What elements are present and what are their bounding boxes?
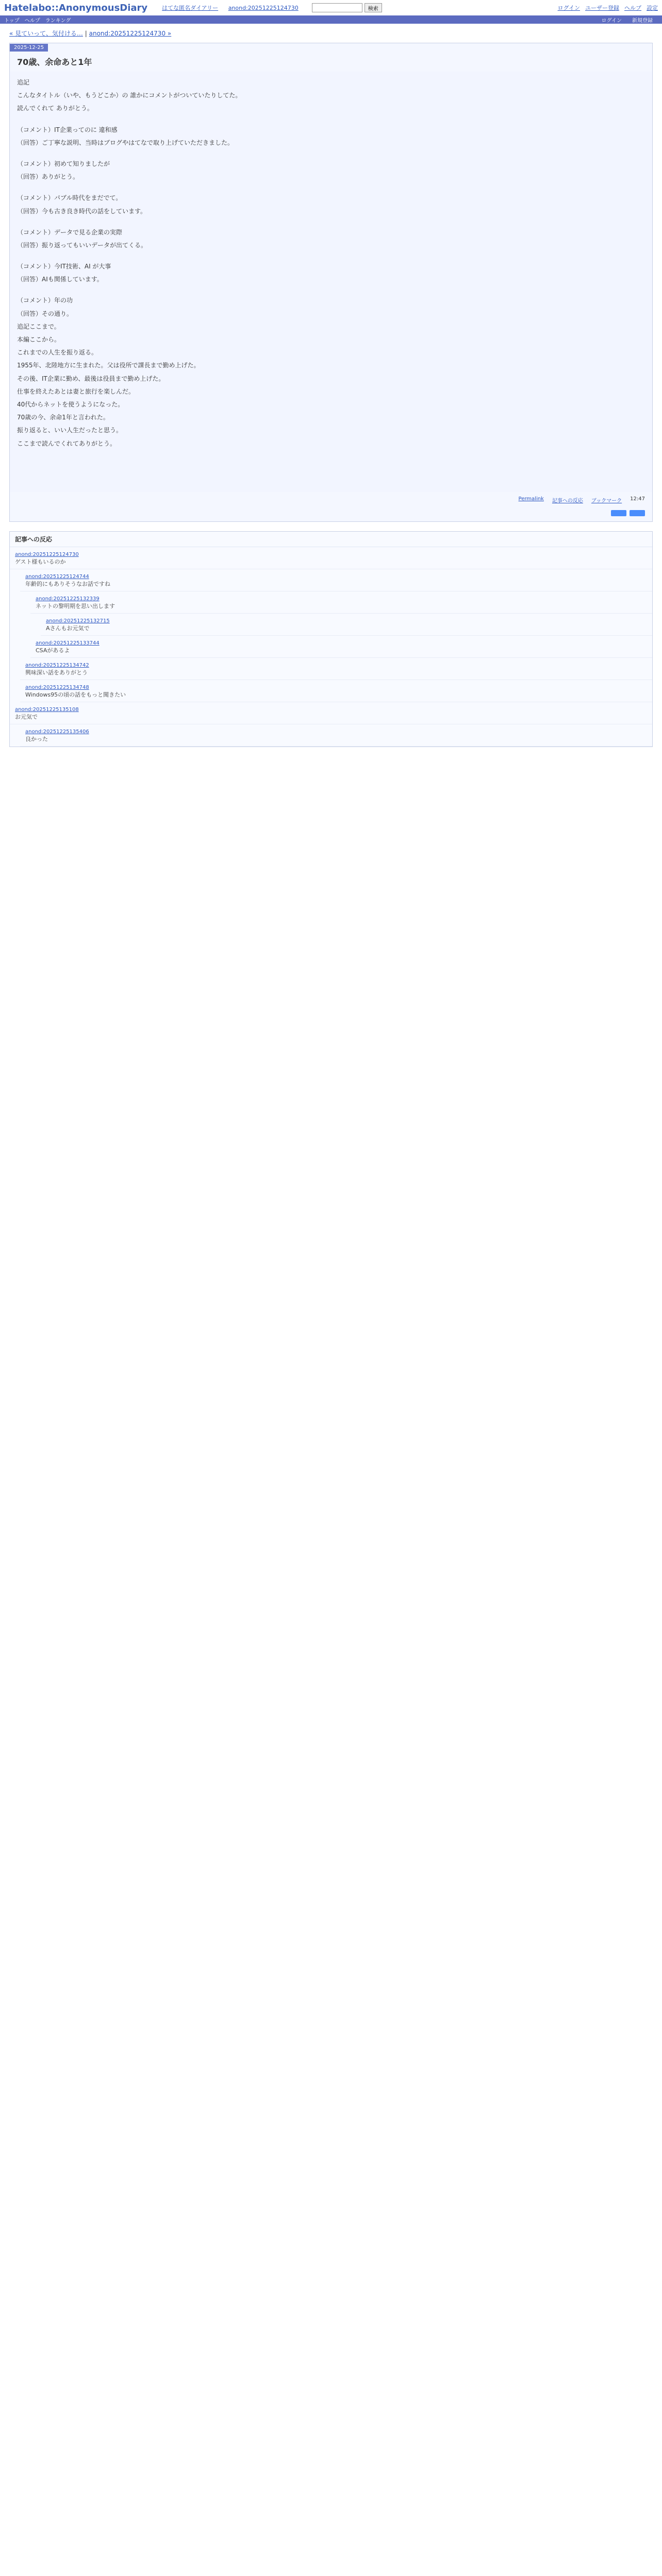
entry-paragraph: その後、IT企業に勤め、最後は役員まで勤め上げた。 xyxy=(17,375,165,382)
entry-footer xyxy=(10,492,652,508)
nav-right-link[interactable]: 新規登録 xyxy=(632,18,653,24)
entry-paragraph: 読んでくれて ありがとう。 xyxy=(17,105,93,112)
comment-list xyxy=(10,547,652,747)
comments-header: 記事への反応 xyxy=(10,532,652,547)
entry-paragraph: こんなタイトル（いや、もうどこか）の 誰かにコメントがついていたりしてた。 xyxy=(17,92,242,99)
entry-paragraph: （回答）今も古き良き時代の話をしています。 xyxy=(17,207,147,215)
entry-paragraph: 40代からネットを使うようになった。 xyxy=(17,400,124,408)
site-header xyxy=(0,0,662,15)
permalink-link[interactable]: Permalink xyxy=(518,496,544,502)
comment-item xyxy=(41,614,652,636)
comment-link[interactable]: anond:20251225124744 xyxy=(25,573,89,580)
entry-paragraph: （コメント）データで見る企業の実際 xyxy=(17,228,123,236)
comment-item xyxy=(10,547,652,569)
comment-item xyxy=(30,591,652,614)
nav-link[interactable]: トップ xyxy=(4,18,20,24)
entry-title: 70歳、余命あと1年 xyxy=(17,57,92,67)
search-button[interactable]: 検索 xyxy=(365,3,382,12)
entry-paragraph: （コメント）パブル時代をまだでて。 xyxy=(17,194,122,202)
comment-item xyxy=(20,569,652,591)
comment-text: 興味深い話をありがとう xyxy=(25,669,88,676)
prev-entry-link[interactable]: « 見ていって、気付ける… xyxy=(9,30,83,37)
entry-paragraph: （回答）AIも関係しています。 xyxy=(17,276,103,283)
share-button[interactable] xyxy=(630,510,645,516)
header-link[interactable]: 設定 xyxy=(647,5,658,11)
share-button[interactable] xyxy=(611,510,626,516)
comment-link[interactable]: anond:20251225124730 xyxy=(15,551,79,557)
header-link[interactable]: ヘルプ xyxy=(624,5,641,11)
nav-right xyxy=(602,16,658,24)
header-right xyxy=(558,4,658,12)
page-spacer xyxy=(0,747,662,788)
header-link[interactable]: ユーザー登録 xyxy=(585,5,619,11)
entry-paragraph: 70歳の今、余命1年と言われた。 xyxy=(17,414,109,421)
entry-content xyxy=(10,72,652,492)
comment-text: 年齢的にもありそうなお話ですね xyxy=(25,580,110,587)
comment-item xyxy=(30,636,652,658)
entry-paragraph: （回答）振り返ってもいいデータが出てくる。 xyxy=(17,241,147,249)
comment-text: Windows95の頃の話をもっと聞きたい xyxy=(25,691,126,698)
nav-right-link[interactable]: ログイン xyxy=(601,18,622,24)
comment-text: 良かった xyxy=(25,735,48,742)
comment-link[interactable]: anond:20251225132339 xyxy=(36,596,100,602)
entry-paragraph: （コメント）IT企業ってのに 違和感 xyxy=(17,126,118,133)
entry-paragraph: （コメント）初めて知りましたが xyxy=(17,160,110,167)
comment-item xyxy=(20,658,652,680)
comment-link[interactable]: anond:20251225133744 xyxy=(36,640,100,646)
subnav xyxy=(162,4,307,12)
reactions-link[interactable]: 記事への反応 xyxy=(552,498,583,504)
search-box xyxy=(312,3,382,12)
share-buttons xyxy=(10,508,652,521)
comment-text: Aさんもお元気で xyxy=(46,624,90,632)
nav-bar xyxy=(0,15,662,24)
nav-link[interactable]: ヘルプ xyxy=(24,18,40,24)
entry-paragraph: （回答）その通り。 xyxy=(17,310,73,317)
comment-item xyxy=(10,702,652,724)
bookmark-link[interactable]: ブックマーク xyxy=(591,498,622,504)
entry-paragraph: （回答）ご丁寧な説明、当時はブログやはてなで取り上げていただきました。 xyxy=(17,139,234,146)
comment-link[interactable]: anond:20251225132715 xyxy=(46,618,110,624)
subnav-link[interactable]: anond:20251225124730 xyxy=(228,5,299,11)
entry-paragraph: （コメント）今IT技術、AI が大事 xyxy=(17,263,111,270)
breadcrumb-sep: | xyxy=(85,30,87,37)
comment-link[interactable]: anond:20251225134742 xyxy=(25,662,89,668)
entry-paragraph: 追記ここまで。 xyxy=(17,323,60,330)
entry-paragraph: （コメント）年の功 xyxy=(17,297,73,304)
breadcrumb xyxy=(9,29,653,38)
entry-paragraph: これまでの人生を振り返る。 xyxy=(17,349,98,357)
comment-text: お元気で xyxy=(15,713,38,720)
comment-text: CSAがあるよ xyxy=(36,647,70,654)
comments-section xyxy=(9,531,653,747)
comment-link[interactable]: anond:20251225135108 xyxy=(15,706,79,713)
entry-paragraph: 本編ここから。 xyxy=(17,336,61,343)
current-entry-link[interactable]: anond:20251225124730 » xyxy=(89,30,172,37)
content-gap xyxy=(17,452,645,477)
search-input[interactable] xyxy=(312,3,362,12)
header-link[interactable]: ログイン xyxy=(557,5,580,11)
subnav-link[interactable]: はてな匿名ダイアリー xyxy=(162,5,219,11)
entry-paragraph: 振り返ると、いい人生だったと思う。 xyxy=(17,427,123,434)
comment-link[interactable]: anond:20251225134748 xyxy=(25,684,89,690)
comment-link[interactable]: anond:20251225135406 xyxy=(25,728,89,735)
comment-item xyxy=(20,724,652,747)
comment-item xyxy=(20,680,652,702)
entry-container xyxy=(9,43,653,522)
nav-link[interactable]: ランキング xyxy=(45,18,71,24)
entry-paragraph: 追記 xyxy=(17,79,30,86)
entry-date: 2025-12-25 xyxy=(10,44,48,52)
comment-text: ゲスト様もいるのか xyxy=(15,558,66,565)
entry-time: 12:47 xyxy=(630,496,645,502)
comment-text: ネットの黎明期を思い出します xyxy=(36,602,115,609)
entry-paragraph: ここまで読んでくれてありがとう。 xyxy=(17,439,117,447)
entry-paragraph: 1955年、北陸地方に生まれた。父は役所で課長まで勤め上げた。 xyxy=(17,362,200,369)
entry-paragraph: 仕事を終えたあとは妻と旅行を楽しんだ。 xyxy=(17,387,135,395)
site-brand[interactable]: Hatelabo::AnonymousDiary xyxy=(4,2,148,13)
entry-paragraph: （回答）ありがとう。 xyxy=(17,173,79,181)
